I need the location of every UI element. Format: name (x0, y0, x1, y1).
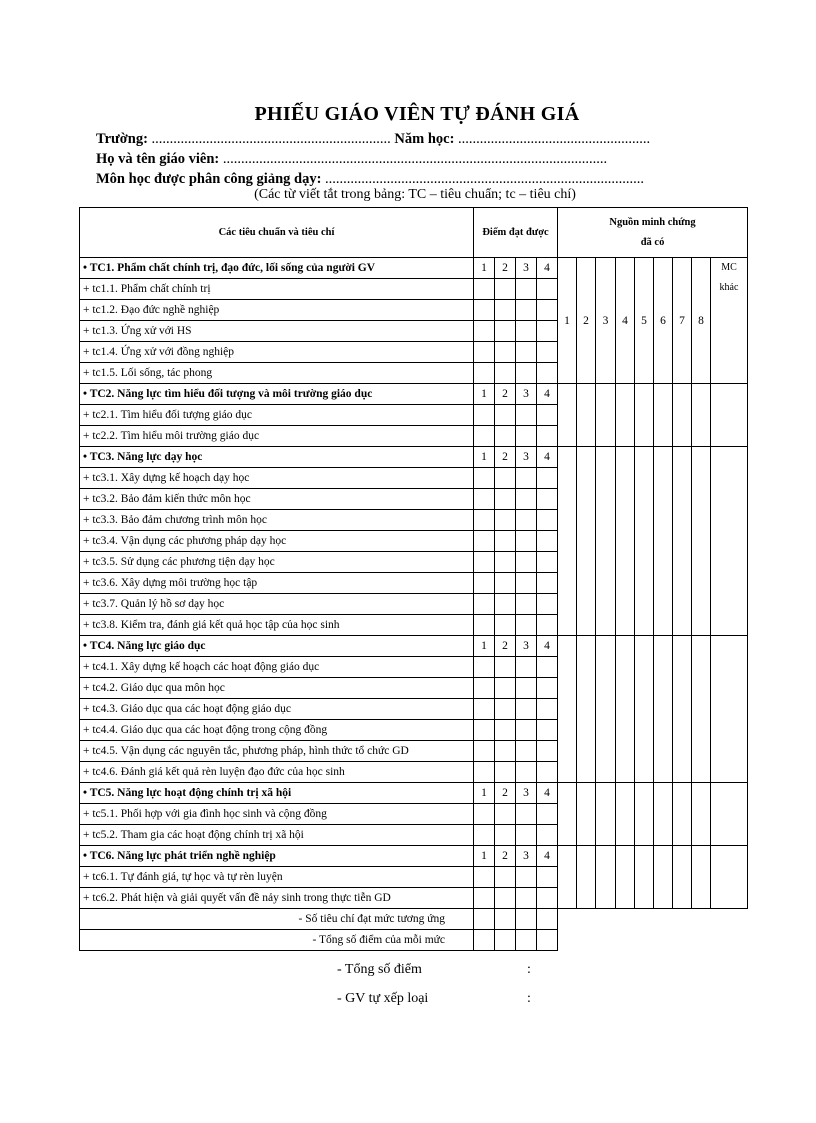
total-score-line (337, 962, 531, 978)
score-cell[interactable] (537, 594, 558, 615)
score-cell[interactable] (537, 678, 558, 699)
score-cell[interactable] (474, 594, 495, 615)
other-evidence-cell[interactable] (711, 384, 748, 447)
empty-cell (558, 909, 577, 930)
evidence-col-number[interactable]: 5 (635, 258, 654, 384)
score-cell[interactable] (495, 804, 516, 825)
evidence-col-cell[interactable] (558, 783, 577, 846)
summary-score-cell[interactable] (516, 909, 537, 930)
summary-score-cell[interactable] (537, 909, 558, 930)
score-col-number: 3 (516, 846, 537, 867)
criterion-title: • TC3. Năng lực dạy học (80, 447, 474, 468)
other-evidence-cell[interactable] (711, 447, 748, 636)
subcriterion-label: + tc1.2. Đạo đức nghề nghiệp (80, 300, 474, 321)
score-col-number: 3 (516, 783, 537, 804)
evidence-col-number[interactable]: 2 (577, 258, 596, 384)
summary-score-cell[interactable] (495, 930, 516, 951)
subcriterion-label: + tc4.5. Vận dụng các nguyên tắc, phương pháp, hình thức tổ chức GD (80, 741, 474, 762)
empty-cell (692, 930, 711, 951)
empty-cell (616, 909, 635, 930)
score-cell[interactable] (495, 531, 516, 552)
page-title: PHIẾU GIÁO VIÊN TỰ ĐÁNH GIÁ (254, 103, 580, 125)
evidence-col-cell[interactable] (577, 636, 596, 783)
empty-cell (673, 930, 692, 951)
score-cell[interactable] (537, 762, 558, 783)
subcriterion-label: + tc6.1. Tự đánh giá, tự học và tự rèn luyện (80, 867, 474, 888)
score-cell[interactable] (537, 720, 558, 741)
score-cell[interactable] (537, 699, 558, 720)
evidence-col-cell[interactable] (596, 636, 616, 783)
evidence-col-cell[interactable] (654, 447, 673, 636)
empty-cell (596, 930, 616, 951)
total-score-colon: : (527, 962, 531, 977)
score-cell[interactable] (537, 552, 558, 573)
evidence-col-cell[interactable] (616, 783, 635, 846)
score-cell[interactable] (474, 825, 495, 846)
score-cell[interactable] (474, 741, 495, 762)
empty-cell (692, 909, 711, 930)
score-cell[interactable] (537, 342, 558, 363)
self-rank-label: - GV tự xếp loại (337, 991, 429, 1006)
evidence-col-cell[interactable] (692, 846, 711, 909)
evidence-col-cell[interactable] (654, 384, 673, 447)
score-cell[interactable] (495, 678, 516, 699)
score-cell[interactable] (516, 594, 537, 615)
score-cell[interactable] (474, 804, 495, 825)
score-col-number: 1 (474, 384, 495, 405)
evidence-col-number[interactable]: 7 (673, 258, 692, 384)
score-cell[interactable] (474, 531, 495, 552)
score-cell[interactable] (516, 531, 537, 552)
score-cell[interactable] (537, 741, 558, 762)
score-cell[interactable] (537, 657, 558, 678)
score-cell[interactable] (516, 762, 537, 783)
summary-score-cell[interactable] (537, 930, 558, 951)
empty-cell (654, 909, 673, 930)
evidence-col-cell[interactable] (692, 447, 711, 636)
score-cell[interactable] (495, 867, 516, 888)
other-evidence-cell[interactable] (711, 846, 748, 909)
evidence-col-cell[interactable] (654, 846, 673, 909)
summary-label: - Số tiêu chí đạt mức tương ứng (80, 909, 474, 930)
score-col-number: 4 (537, 636, 558, 657)
score-cell[interactable] (474, 405, 495, 426)
abbreviation-note: (Các từ viết tắt trong bảng: TC – tiêu chuẩn; tc – tiêu chí) (254, 187, 576, 202)
subcriterion-label: + tc4.2. Giáo dục qua môn học (80, 678, 474, 699)
evidence-col-cell[interactable] (635, 636, 654, 783)
score-cell[interactable] (516, 867, 537, 888)
score-cell[interactable] (537, 825, 558, 846)
score-cell[interactable] (474, 615, 495, 636)
score-cell[interactable] (516, 657, 537, 678)
evidence-col-cell[interactable] (635, 783, 654, 846)
score-cell[interactable] (537, 321, 558, 342)
score-cell[interactable] (537, 573, 558, 594)
evidence-col-number[interactable]: 1 (558, 258, 577, 384)
score-cell[interactable] (516, 321, 537, 342)
subcriterion-label: + tc3.5. Sử dụng các phương tiện dạy học (80, 552, 474, 573)
subcriterion-label: + tc1.1. Phẩm chất chính trị (80, 279, 474, 300)
score-col-number: 4 (537, 846, 558, 867)
evidence-col-cell[interactable] (616, 447, 635, 636)
subcriterion-label: + tc3.4. Vận dụng các phương pháp dạy học (80, 531, 474, 552)
subject-line (96, 171, 644, 188)
score-cell[interactable] (495, 741, 516, 762)
summary-row (80, 909, 748, 930)
subcriterion-label: + tc6.2. Phát hiện và giải quyết vấn đề nảy sinh trong thực tiễn GD (80, 888, 474, 909)
score-cell[interactable] (516, 573, 537, 594)
empty-cell (635, 930, 654, 951)
evidence-col-cell[interactable] (635, 384, 654, 447)
evidence-col-cell[interactable] (692, 783, 711, 846)
empty-cell (616, 930, 635, 951)
summary-score-cell[interactable] (474, 909, 495, 930)
score-cell[interactable] (474, 468, 495, 489)
other-evidence-cell[interactable] (711, 636, 748, 783)
score-cell[interactable] (495, 657, 516, 678)
school-label: Trường: (96, 131, 148, 147)
score-cell[interactable] (495, 489, 516, 510)
score-cell[interactable] (474, 699, 495, 720)
self-rank-line (337, 991, 531, 1007)
score-cell[interactable] (495, 573, 516, 594)
score-col-number: 2 (495, 636, 516, 657)
score-cell[interactable] (516, 552, 537, 573)
subcriterion-label: + tc2.1. Tìm hiểu đối tượng giáo dục (80, 405, 474, 426)
score-cell[interactable] (516, 300, 537, 321)
empty-cell (654, 930, 673, 951)
empty-cell (558, 930, 577, 951)
criterion-row (80, 636, 748, 657)
criterion-row (80, 384, 748, 405)
subject-label: Môn học được phân công giảng dạy: (96, 171, 322, 187)
subject-field[interactable]: ........................................................................................ (325, 171, 645, 187)
evidence-col-cell[interactable] (635, 846, 654, 909)
score-cell[interactable] (537, 426, 558, 447)
evidence-col-number[interactable]: 4 (616, 258, 635, 384)
score-cell[interactable] (516, 279, 537, 300)
score-cell[interactable] (495, 825, 516, 846)
score-cell[interactable] (495, 720, 516, 741)
subcriterion-label: + tc3.2. Bảo đảm kiến thức môn học (80, 489, 474, 510)
score-cell[interactable] (474, 489, 495, 510)
empty-cell (635, 909, 654, 930)
evidence-col-number[interactable]: 3 (596, 258, 616, 384)
score-cell[interactable] (516, 615, 537, 636)
evidence-col-cell[interactable] (654, 783, 673, 846)
score-col-number: 1 (474, 846, 495, 867)
score-cell[interactable] (495, 426, 516, 447)
evidence-col-cell[interactable] (558, 846, 577, 909)
other-evidence-cell[interactable] (711, 258, 748, 384)
teacher-label: Họ và tên giáo viên: (96, 151, 220, 167)
score-cell[interactable] (474, 867, 495, 888)
score-cell[interactable] (495, 699, 516, 720)
score-cell[interactable] (495, 510, 516, 531)
score-cell[interactable] (516, 741, 537, 762)
score-col-number: 3 (516, 384, 537, 405)
header-score: Điểm đạt được (474, 208, 558, 258)
score-cell[interactable] (495, 552, 516, 573)
summary-score-cell[interactable] (516, 930, 537, 951)
school-field[interactable]: .................................................................. (151, 131, 391, 147)
subcriterion-label: + tc3.1. Xây dựng kế hoạch dạy học (80, 468, 474, 489)
score-cell[interactable] (495, 594, 516, 615)
score-cell[interactable] (495, 321, 516, 342)
score-cell[interactable] (474, 888, 495, 909)
score-cell[interactable] (516, 825, 537, 846)
subcriterion-label: + tc4.1. Xây dựng kế hoạch các hoạt động giáo dục (80, 657, 474, 678)
score-cell[interactable] (474, 762, 495, 783)
evidence-col-cell[interactable] (616, 384, 635, 447)
score-cell[interactable] (537, 510, 558, 531)
evidence-col-cell[interactable] (692, 384, 711, 447)
empty-cell (577, 909, 596, 930)
subcriterion-label: + tc4.4. Giáo dục qua các hoạt động trong cộng đồng (80, 720, 474, 741)
year-field[interactable]: ..................................................... (458, 131, 651, 147)
score-col-number: 2 (495, 384, 516, 405)
empty-cell (577, 930, 596, 951)
score-cell[interactable] (516, 510, 537, 531)
evidence-col-cell[interactable] (558, 636, 577, 783)
score-cell[interactable] (495, 888, 516, 909)
score-cell[interactable] (516, 405, 537, 426)
evidence-col-cell[interactable] (673, 783, 692, 846)
subcriterion-label: + tc4.6. Đánh giá kết quả rèn luyện đạo đức của học sinh (80, 762, 474, 783)
score-cell[interactable] (537, 804, 558, 825)
header-evidence-line2: đã có (640, 236, 665, 248)
score-cell[interactable] (537, 363, 558, 384)
score-col-number: 3 (516, 447, 537, 468)
header-evidence-line1: Nguồn minh chứng (609, 216, 696, 228)
empty-cell (711, 930, 748, 951)
criterion-title: • TC6. Năng lực phát triển nghề nghiệp (80, 846, 474, 867)
score-cell[interactable] (474, 720, 495, 741)
teacher-field[interactable]: .......................................................................................................... (222, 151, 608, 167)
evidence-col-cell[interactable] (673, 384, 692, 447)
evidence-col-cell[interactable] (596, 846, 616, 909)
score-cell[interactable] (516, 489, 537, 510)
score-cell[interactable] (495, 405, 516, 426)
criterion-row (80, 783, 748, 804)
score-cell[interactable] (516, 699, 537, 720)
evidence-col-cell[interactable] (692, 636, 711, 783)
header-criteria: Các tiêu chuẩn và tiêu chí (80, 208, 474, 258)
subcriterion-label: + tc3.6. Xây dựng môi trường học tập (80, 573, 474, 594)
subcriterion-label: + tc3.8. Kiểm tra, đánh giá kết quả học tập của học sinh (80, 615, 474, 636)
score-cell[interactable] (495, 615, 516, 636)
subcriterion-label: + tc5.2. Tham gia các hoạt động chính trị xã hội (80, 825, 474, 846)
score-cell[interactable] (516, 468, 537, 489)
score-cell[interactable] (474, 321, 495, 342)
score-cell[interactable] (516, 888, 537, 909)
score-cell[interactable] (474, 363, 495, 384)
evidence-col-cell[interactable] (558, 384, 577, 447)
subcriterion-label: + tc3.3. Bảo đảm chương trình môn học (80, 510, 474, 531)
score-col-number: 4 (537, 258, 558, 279)
summary-label: - Tổng số điểm của mỗi mức (80, 930, 474, 951)
evidence-col-cell[interactable] (577, 783, 596, 846)
table-header-row (80, 208, 748, 258)
total-score-label: - Tổng số điểm (337, 962, 422, 977)
evidence-col-cell[interactable] (558, 447, 577, 636)
evidence-col-cell[interactable] (616, 636, 635, 783)
score-col-number: 4 (537, 447, 558, 468)
criterion-row (80, 258, 748, 279)
score-col-number: 2 (495, 846, 516, 867)
score-col-number: 1 (474, 636, 495, 657)
criterion-title: • TC1. Phẩm chất chính trị, đạo đức, lối sống của người GV (80, 258, 474, 279)
score-cell[interactable] (495, 468, 516, 489)
evidence-col-cell[interactable] (673, 636, 692, 783)
score-cell[interactable] (537, 468, 558, 489)
empty-cell (596, 909, 616, 930)
score-cell[interactable] (474, 300, 495, 321)
evidence-col-cell[interactable] (577, 447, 596, 636)
self-rank-colon: : (527, 991, 531, 1006)
score-cell[interactable] (495, 300, 516, 321)
evidence-col-cell[interactable] (673, 846, 692, 909)
criterion-row (80, 846, 748, 867)
subcriterion-label: + tc1.3. Ứng xử với HS (80, 321, 474, 342)
score-col-number: 4 (537, 384, 558, 405)
year-label: Năm học: (394, 131, 455, 147)
score-col-number: 3 (516, 636, 537, 657)
score-cell[interactable] (516, 426, 537, 447)
score-cell[interactable] (474, 510, 495, 531)
score-cell[interactable] (537, 888, 558, 909)
school-line (96, 131, 650, 148)
subcriterion-label: + tc2.2. Tìm hiểu môi trường giáo dục (80, 426, 474, 447)
evidence-col-number[interactable]: 8 (692, 258, 711, 384)
score-col-number: 4 (537, 783, 558, 804)
subcriterion-label: + tc3.7. Quản lý hồ sơ dạy học (80, 594, 474, 615)
teacher-line (96, 151, 607, 168)
score-cell[interactable] (474, 678, 495, 699)
other-evidence-cell[interactable] (711, 783, 748, 846)
evidence-col-cell[interactable] (616, 846, 635, 909)
evidence-col-cell[interactable] (596, 384, 616, 447)
evidence-col-cell[interactable] (577, 846, 596, 909)
score-cell[interactable] (474, 573, 495, 594)
score-cell[interactable] (537, 489, 558, 510)
score-col-number: 2 (495, 447, 516, 468)
score-cell[interactable] (474, 657, 495, 678)
score-cell[interactable] (537, 867, 558, 888)
evaluation-table (79, 207, 748, 951)
score-cell[interactable] (516, 720, 537, 741)
score-col-number: 1 (474, 258, 495, 279)
score-cell[interactable] (537, 615, 558, 636)
criterion-title: • TC2. Năng lực tìm hiểu đối tượng và môi trường giáo dục (80, 384, 474, 405)
evidence-col-cell[interactable] (596, 783, 616, 846)
summary-row (80, 930, 748, 951)
score-cell[interactable] (516, 678, 537, 699)
score-cell[interactable] (474, 279, 495, 300)
score-col-number: 2 (495, 783, 516, 804)
score-col-number: 1 (474, 447, 495, 468)
empty-cell (673, 909, 692, 930)
evidence-col-cell[interactable] (654, 636, 673, 783)
evidence-col-cell[interactable] (673, 447, 692, 636)
score-cell[interactable] (516, 363, 537, 384)
subcriterion-label: + tc1.5. Lối sống, tác phong (80, 363, 474, 384)
criterion-title: • TC4. Năng lực giáo dục (80, 636, 474, 657)
evidence-col-cell[interactable] (577, 384, 596, 447)
score-col-number: 3 (516, 258, 537, 279)
mc-label-2: khác (719, 282, 739, 293)
score-cell[interactable] (495, 342, 516, 363)
score-cell[interactable] (516, 342, 537, 363)
score-cell[interactable] (537, 531, 558, 552)
subcriterion-label: + tc5.1. Phối hợp với gia đình học sinh và cộng đồng (80, 804, 474, 825)
score-cell[interactable] (474, 342, 495, 363)
score-cell[interactable] (516, 804, 537, 825)
score-cell[interactable] (474, 426, 495, 447)
subcriterion-label: + tc4.3. Giáo dục qua các hoạt động giáo dục (80, 699, 474, 720)
criterion-row (80, 447, 748, 468)
empty-cell (711, 909, 748, 930)
score-cell[interactable] (537, 279, 558, 300)
summary-score-cell[interactable] (474, 930, 495, 951)
score-cell[interactable] (474, 552, 495, 573)
header-evidence (558, 208, 748, 258)
mc-label: MC (721, 262, 737, 273)
evidence-col-cell[interactable] (596, 447, 616, 636)
score-cell[interactable] (495, 363, 516, 384)
score-cell[interactable] (495, 762, 516, 783)
evidence-col-cell[interactable] (635, 447, 654, 636)
score-cell[interactable] (537, 405, 558, 426)
evidence-col-number[interactable]: 6 (654, 258, 673, 384)
criterion-title: • TC5. Năng lực hoạt động chính trị xã hội (80, 783, 474, 804)
subcriterion-label: + tc1.4. Ứng xử với đồng nghiệp (80, 342, 474, 363)
summary-score-cell[interactable] (495, 909, 516, 930)
score-cell[interactable] (537, 300, 558, 321)
score-col-number: 1 (474, 783, 495, 804)
score-col-number: 2 (495, 258, 516, 279)
score-cell[interactable] (495, 279, 516, 300)
